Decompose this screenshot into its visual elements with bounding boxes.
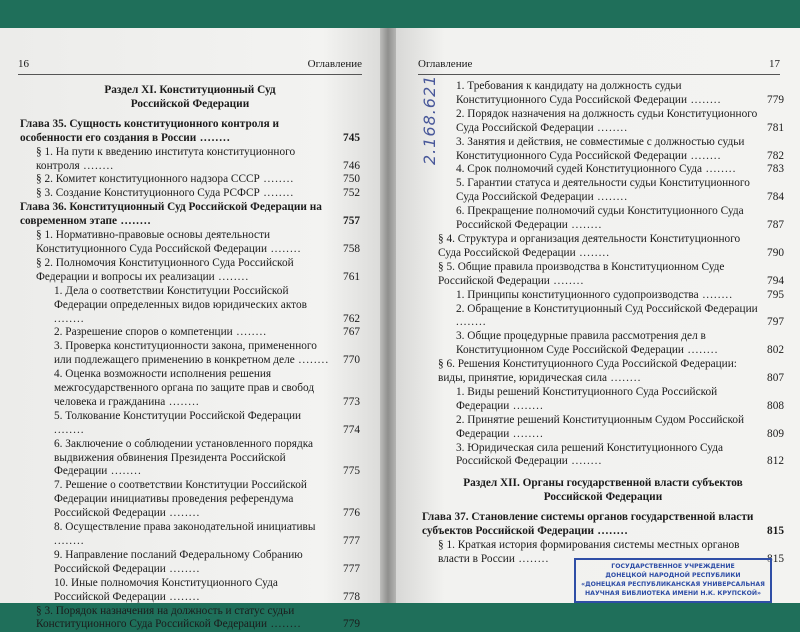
toc-leader-dots: ........ — [593, 121, 629, 134]
toc-subsection-entry — [422, 303, 784, 331]
toc-leader-dots: ........ — [687, 93, 722, 106]
toc-page-number: 790 — [767, 246, 784, 259]
toc-page-number: 773 — [343, 395, 360, 408]
toc-section-entry — [20, 605, 360, 632]
toc-page-number: 761 — [343, 270, 360, 283]
toc-page-number: 777 — [343, 535, 360, 547]
toc-subsection-entry — [422, 108, 784, 136]
toc-page-number: 758 — [343, 242, 360, 255]
toc-entry-title: Глава 37. Становление системы органов государственной власти субъектов Российской Федерации — [422, 511, 754, 538]
toc-leader-dots: ........ — [593, 191, 629, 204]
toc-section-entry — [20, 173, 360, 187]
toc-section-entry — [422, 358, 784, 386]
toc-page-number: 812 — [767, 455, 784, 468]
toc-subsection-entry — [422, 289, 784, 303]
toc-page-number: 784 — [767, 191, 784, 204]
toc-leader-dots: ........ — [267, 618, 302, 631]
toc-subsection-entry — [20, 549, 360, 577]
toc-subsection-entry — [422, 177, 784, 205]
toc-subsection-entry — [422, 414, 784, 442]
toc-subsection-entry — [422, 136, 784, 164]
toc-entry-title: 1. Дела о соответствии Конституции Российской Федерации определенных видов юридических актов — [54, 284, 307, 311]
toc-entry-title: 6. Прекращение полномочий судьи Конституционного Суда Российской Федерации — [456, 205, 744, 232]
page-number: 16 — [18, 58, 29, 70]
toc-entry-title: 7. Решение о соответствии Конституции Российской Федерации инициативы проведения референдума Российской Федерации — [54, 479, 307, 520]
toc-entry-title: 1. Принципы конституционного судопроизводства — [456, 288, 699, 301]
toc-page-number: 746 — [343, 159, 360, 172]
toc-subsection-entry — [20, 368, 360, 410]
toc-entry-title: 5. Толкование Конституции Российской Федерации — [54, 409, 302, 422]
toc-page-number: 815 — [767, 552, 784, 565]
toc-page-number: 787 — [767, 219, 784, 232]
toc-entry-title: 2. Порядок назначения на должность судьи Конституционного Суда Российской Федерации — [456, 107, 758, 134]
toc-entry-title: 5. Гарантии статуса и деятельности судьи Конституционного Суда Российской Федерации — [456, 177, 750, 204]
toc-page-number: 767 — [343, 326, 360, 339]
toc-page-number: 802 — [767, 344, 784, 357]
toc-subsection-entry — [20, 340, 360, 368]
toc-leader-dots: ........ — [687, 149, 722, 162]
toc-entry-title: § 6. Решения Конституционного Суда Российской Федерации: виды, принятие, юридическая сила — [438, 358, 737, 385]
toc-subsection-entry — [20, 438, 360, 480]
toc-entry-title: 3. Юридическая сила решений Конституционного Суда Российской Федерации — [456, 441, 723, 468]
toc-page-number: 774 — [343, 423, 360, 436]
toc-leader-dots: ........ — [196, 131, 231, 144]
toc-page-number: 815 — [767, 525, 784, 538]
toc-page-number: 782 — [767, 149, 784, 162]
right-page — [396, 28, 800, 603]
toc-leader-dots: ........ — [214, 270, 250, 283]
toc-left — [20, 80, 360, 632]
toc-entry-title: § 4. Структура и организация деятельности Конституционного Суда Российской Федерации — [438, 232, 741, 259]
toc-entry-title: 4. Срок полномочий судей Конституционного Суда — [456, 163, 702, 176]
toc-leader-dots: ........ — [509, 399, 544, 412]
toc-subsection-entry — [422, 442, 784, 470]
toc-entry-title: 3. Проверка конституционности закона, примененного или подлежащего применению в конкретном деле — [54, 340, 317, 367]
toc-entry-title: Глава 35. Сущность конституционного контроля и особенности его создания в России — [20, 117, 280, 144]
toc-entry-title: § 2. Комитет конституционного надзора СССР — [36, 173, 260, 186]
toc-leader-dots: ........ — [514, 552, 550, 565]
toc-leader-dots: ........ — [107, 465, 142, 478]
toc-page-number: 808 — [767, 399, 784, 412]
toc-entry-title: § 1. Нормативно-правовые основы деятельности Конституционного Суда Российской Федерации — [36, 229, 271, 255]
toc-page-number: 750 — [343, 173, 360, 186]
toc-entry-title: 2. Принятие решений Конституционным Судом Российской Федерации — [456, 413, 745, 440]
book-gutter — [380, 28, 396, 603]
handwritten-inventory-number: 2.168.621 — [420, 74, 439, 165]
toc-leader-dots: ........ — [593, 525, 629, 538]
toc-leader-dots: ........ — [165, 395, 200, 408]
toc-section-entry — [20, 257, 360, 285]
toc-leader-dots: ........ — [232, 326, 268, 339]
toc-page-number: 779 — [767, 93, 784, 106]
toc-page-number: 777 — [343, 562, 360, 575]
toc-leader-dots: ........ — [54, 312, 85, 325]
library-stamp: ГОСУДАРСТВЕННОЕ УЧРЕЖДЕНИЕ ДОНЕЦКОЙ НАРОДНОЙ РЕСПУБЛИКИ «ДОНЕЦКАЯ РЕСПУБЛИКАНСКАЯ УНИВЕРСАЛЬНАЯ НАУЧНАЯ БИБЛИОТЕКА ИМЕНИ Н.К. КРУПСКОЙ» — [574, 558, 772, 603]
toc-subsection-entry — [20, 479, 360, 521]
toc-entry-title: 9. Направление посланий Федеральному Собранию Российской Федерации — [54, 548, 303, 575]
toc-page-number: 745 — [343, 131, 360, 144]
toc-entry-title: § 2. Полномочия Конституционного Суда Российской Федерации и вопросы их реализации — [36, 256, 294, 283]
toc-subsection-entry — [422, 80, 784, 108]
toc-entry-title: § 1. На пути к введению института конституционного контроля — [36, 145, 296, 172]
toc-leader-dots: ........ — [165, 590, 201, 603]
toc-entry-title: Глава 36. Конституционный Суд Российской Федерации на современном этапе — [20, 201, 322, 228]
toc-page-number: 778 — [343, 590, 360, 603]
toc-chapter-entry — [422, 511, 784, 539]
toc-leader-dots: ........ — [259, 187, 295, 200]
toc-subsection-entry — [20, 577, 360, 605]
toc-entry-title: § 1. Краткая история формирования системы местных органов власти в России — [438, 539, 740, 565]
toc-leader-dots: ........ — [456, 316, 487, 329]
toc-page-number: 770 — [343, 354, 360, 367]
toc-leader-dots: ........ — [54, 535, 85, 547]
toc-right — [422, 80, 784, 567]
toc-leader-dots: ........ — [683, 344, 719, 357]
toc-entries — [20, 118, 360, 632]
toc-subsection-entry — [422, 386, 784, 414]
toc-leader-dots: ........ — [698, 288, 734, 301]
toc-page-number: 752 — [343, 187, 360, 200]
toc-page-number: 757 — [343, 215, 360, 228]
toc-entry-title: 2. Разрешение споров о компетенции — [54, 326, 233, 339]
toc-entry-title: 8. Осуществление права законодательной инициативы — [54, 521, 316, 534]
toc-page-number: 794 — [767, 274, 784, 287]
toc-leader-dots: ........ — [259, 173, 295, 186]
toc-entry-title: § 3. Создание Конституционного Суда РСФСР — [36, 187, 260, 200]
toc-leader-dots: ........ — [702, 163, 737, 176]
toc-entry-title: 6. Заключение о соблюдении установленного порядка выдвижения обвинения Президента Российской Федерации — [54, 437, 314, 478]
toc-section-entry — [422, 233, 784, 261]
toc-subsection-entry — [20, 521, 360, 549]
toc-subsection-entry — [422, 330, 784, 358]
toc-page-number: 797 — [767, 316, 784, 329]
toc-leader-dots: ........ — [267, 242, 302, 255]
toc-entry-title: 3. Занятия и действия, не совместимые с должностью судьи Конституционного Суда Российской Федерации — [456, 135, 745, 162]
toc-leader-dots: ........ — [549, 274, 585, 287]
toc-leader-dots: ........ — [567, 219, 603, 232]
toc-subsection-entry — [20, 410, 360, 438]
toc-leader-dots: ........ — [509, 427, 544, 440]
toc-entries — [422, 80, 784, 469]
left-running-head — [18, 58, 362, 70]
toc-leader-dots: ........ — [79, 159, 115, 172]
toc-section-entry — [422, 261, 784, 289]
left-page — [0, 28, 380, 631]
toc-page-number: 809 — [767, 427, 784, 440]
right-running-head — [418, 58, 780, 70]
toc-entry-title: § 3. Порядок назначения на должность и статус судьи Конституционного Суда Российской Федерации — [36, 604, 295, 631]
toc-page-number: 775 — [343, 465, 360, 478]
toc-page-number: 776 — [343, 507, 360, 520]
header-rule — [418, 74, 780, 75]
toc-entry-title: 1. Требования к кандидату на должность судьи Конституционного Суда Российской Федерации — [456, 80, 688, 106]
toc-subsection-entry — [422, 205, 784, 233]
toc-entry-title: 10. Иные полномочия Конституционного Суда Российской Федерации — [54, 576, 278, 603]
toc-chapter-entry — [20, 201, 360, 229]
toc-leader-dots: ........ — [606, 372, 642, 385]
toc-leader-dots: ........ — [575, 246, 611, 259]
toc-leader-dots: ........ — [54, 423, 85, 436]
toc-entry-title: § 5. Общие правила производства в Конституционном Суде Российской Федерации — [438, 260, 725, 287]
toc-section-entry — [20, 187, 360, 201]
toc-leader-dots: ........ — [294, 354, 330, 367]
toc-leader-dots: ........ — [117, 215, 152, 228]
toc-page-number: 762 — [343, 312, 360, 325]
toc-section-entry — [20, 229, 360, 257]
toc-page-number: 781 — [767, 121, 784, 134]
toc-page-number: 779 — [343, 618, 360, 631]
toc-subsection-entry — [20, 326, 360, 340]
running-title: Оглавление — [418, 58, 473, 70]
toc-entry-title: 3. Общие процедурные правила рассмотрения дел в Конституционном Суде Российской Федерации — [456, 330, 706, 357]
toc-leader-dots: ........ — [165, 507, 201, 520]
toc-chapter-entry — [20, 118, 360, 146]
running-title: Оглавление — [307, 58, 362, 70]
toc-entry-title: 1. Виды решений Конституционного Суда Российской Федерации — [456, 385, 718, 412]
toc-page-number: 807 — [767, 372, 784, 385]
toc-entry-title: 4. Оценка возможности исполнения решения межгосударственного органа по защите прав и свобод человека и гражданина — [54, 368, 315, 408]
section-heading: Раздел XI. Конституционный Суд Российской Федерации — [104, 84, 276, 110]
toc-subsection-entry — [422, 163, 784, 177]
section-heading: Раздел XII. Органы государственной власти субъектов Российской Федерации — [463, 477, 743, 504]
toc-entry-title: 2. Обращение в Конституционный Суд Российской Федерации — [456, 302, 758, 315]
toc-leader-dots: ........ — [165, 562, 201, 575]
toc-subsection-entry — [20, 285, 360, 327]
header-rule — [18, 74, 362, 75]
toc-leader-dots: ........ — [567, 455, 603, 468]
page-number: 17 — [769, 58, 780, 70]
toc-section-entry — [20, 146, 360, 174]
toc-page-number: 783 — [767, 163, 784, 176]
toc-page-number: 795 — [767, 288, 784, 301]
